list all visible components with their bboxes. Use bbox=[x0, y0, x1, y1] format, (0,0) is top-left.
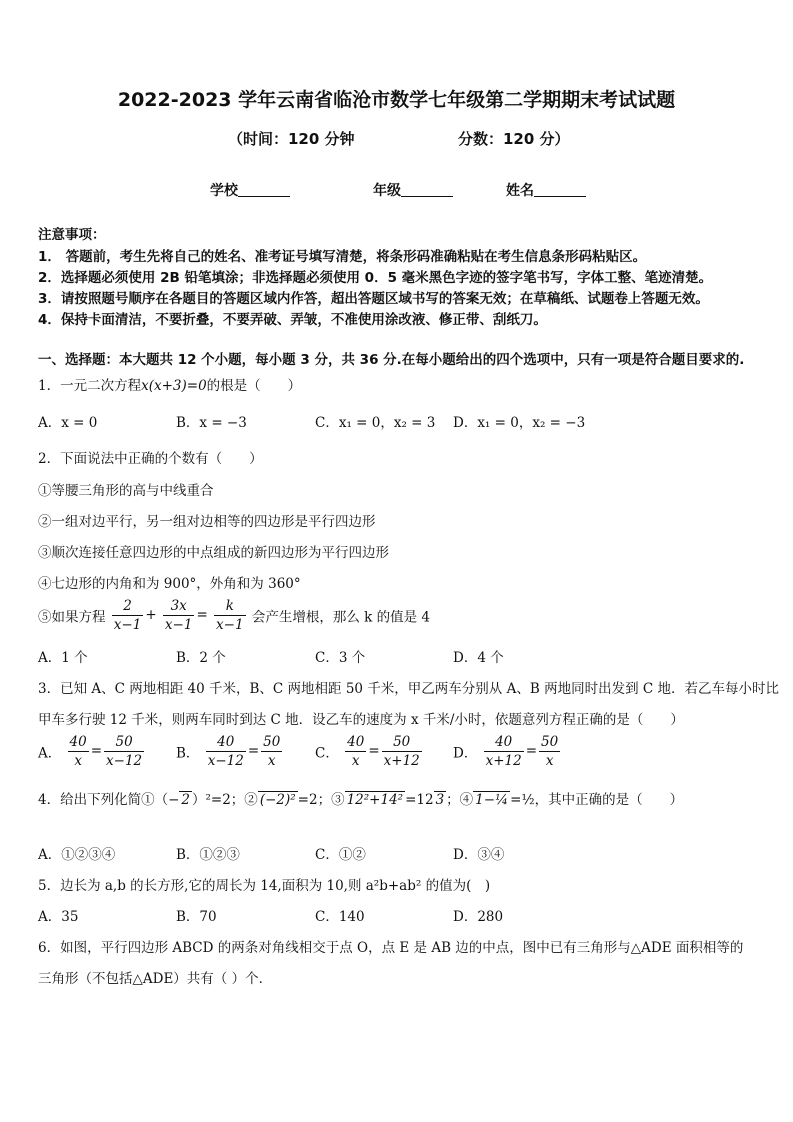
q4-option-a: A．①②③④ bbox=[38, 847, 116, 863]
question-6-line-1: 6．如图，平行四边形 ABCD 的两条对角线相交于点 O，点 E 是 AB 边的中点，图中已有三角形与△ADE 面积相等的 bbox=[38, 940, 744, 956]
q4-option-c: C．①② bbox=[315, 847, 366, 863]
q5-option-c: C．140 bbox=[315, 909, 365, 925]
q1-option-a: A．x = 0 bbox=[38, 415, 98, 431]
question-4: 4．给出下列化简①（− 2 ）²=2；② (−2)² =2；③ 12²+14² =12 3 ；④ 1−¼ =½，其中正确的是（ ） bbox=[38, 792, 684, 808]
q3-option-c: C． $\frac{40}{x}$ = $\frac{50}{x+12}$ bbox=[315, 734, 420, 769]
q1-option-c: C．x₁ = 0，x₂ = 3 bbox=[315, 415, 436, 431]
question-5: 5．边长为 a,b 的长方形,它的周长为 14,面积为 10,则 a²b+ab² 的值为( ) bbox=[38, 878, 491, 894]
question-3-line-1: 3．已知 A、C 两地相距 40 千米，B、C 两地相距 50 千米，甲乙两车分别从 A、B 两地同时出发到 C 地．若乙车每小时比 bbox=[38, 681, 779, 697]
notice-item: 4．保持卡面清洁，不要折叠，不要弄破、弄皱，不准使用涂改液、修正带、刮纸刀。 bbox=[38, 312, 547, 328]
question-3-line-2: 甲车多行驶 12 千米，则两车同时到达 C 地．设乙车的速度为 x 千米/小时，依题意列方程正确的是（ ） bbox=[38, 712, 684, 728]
q4-option-b: B．①②③ bbox=[176, 847, 240, 863]
notice-item: 3．请按照题号顺序在各题目的答题区域内作答，超出答题区域书写的答案无效；在草稿纸、试题卷上答题无效。 bbox=[38, 291, 709, 307]
exam-title: 2022-2023 学年云南省临沧市数学七年级第二学期期末考试试题 bbox=[117, 89, 676, 111]
q2-option-c: C．3 个 bbox=[315, 650, 366, 666]
exam-time: （时间：120 分钟 bbox=[228, 130, 355, 148]
name-field: 姓名 bbox=[506, 180, 586, 200]
q5-option-d: D．280 bbox=[453, 909, 504, 925]
q2-option-d: D．4 个 bbox=[453, 650, 504, 666]
notice-heading: 注意事项： bbox=[38, 227, 106, 243]
section-heading: 一、选择题：本大题共 12 个小题，每小题 3 分，共 36 分.在每小题给出的四个选项中，只有一项是符合题目要求的. bbox=[38, 352, 745, 368]
notice-item: 2．选择题必须使用 2B 铅笔填涂；非选择题必须使用 0．5 毫米黑色字迹的签字笔书写，字体工整、笔迹清楚。 bbox=[38, 270, 713, 286]
q5-option-b: B．70 bbox=[176, 909, 217, 925]
q4-option-d: D．③④ bbox=[453, 847, 505, 863]
exam-score: 分数：120 分） bbox=[458, 130, 570, 148]
q2-statement: ④七边形的内角和为 900°，外角和为 360° bbox=[38, 576, 301, 592]
fraction: $\frac{3x}{x-1}$ bbox=[164, 598, 193, 633]
question-6-line-2: 三角形（不包括△ADE）共有（ ）个． bbox=[38, 971, 273, 987]
q1-option-d: D．x₁ = 0，x₂ = −3 bbox=[453, 415, 586, 431]
q2-statement: ②一组对边平行，另一组对边相等的四边形是平行四边形 bbox=[38, 514, 376, 530]
q3-option-a: A． $\frac{40}{x}$ = $\frac{50}{x-12}$ bbox=[38, 734, 143, 769]
q2-option-a: A．1 个 bbox=[38, 650, 88, 666]
q2-statement: ①等腰三角形的高与中线重合 bbox=[38, 483, 214, 499]
fraction: $\frac{k}{x-1}$ bbox=[216, 598, 244, 633]
q3-option-d: D． $\frac{40}{x+12}$ = $\frac{50}{x}$ bbox=[453, 734, 559, 769]
question-2: 2．下面说法中正确的个数有（ ） bbox=[38, 451, 263, 467]
question-1: 1．一元二次方程x(x+3)=0的根是（ ） bbox=[38, 378, 302, 394]
q2-option-b: B．2 个 bbox=[176, 650, 226, 666]
notice-item: 1． 答题前，考生先将自己的姓名、准考证号填写清楚，将条形码准确粘贴在考生信息条形码粘贴区。 bbox=[38, 249, 647, 265]
q5-option-a: A．35 bbox=[38, 909, 79, 925]
fraction: $\frac{2}{x-1}$ bbox=[113, 598, 142, 633]
school-field: 学校 bbox=[210, 180, 290, 200]
q2-statement-5: ⑤如果方程 $\frac{2}{x-1}$ + $\frac{3x}{x-1}$ = $\frac{k}{x-1}$ 会产生增根，那么 k 的值是 4 bbox=[38, 598, 431, 633]
q3-option-b: B． $\frac{40}{x-12}$ = $\frac{50}{x}$ bbox=[176, 734, 281, 769]
q1-option-b: B．x = −3 bbox=[176, 415, 247, 431]
grade-field: 年级 bbox=[373, 180, 453, 200]
q2-statement: ③顺次连接任意四边形的中点组成的新四边形为平行四边形 bbox=[38, 545, 389, 561]
